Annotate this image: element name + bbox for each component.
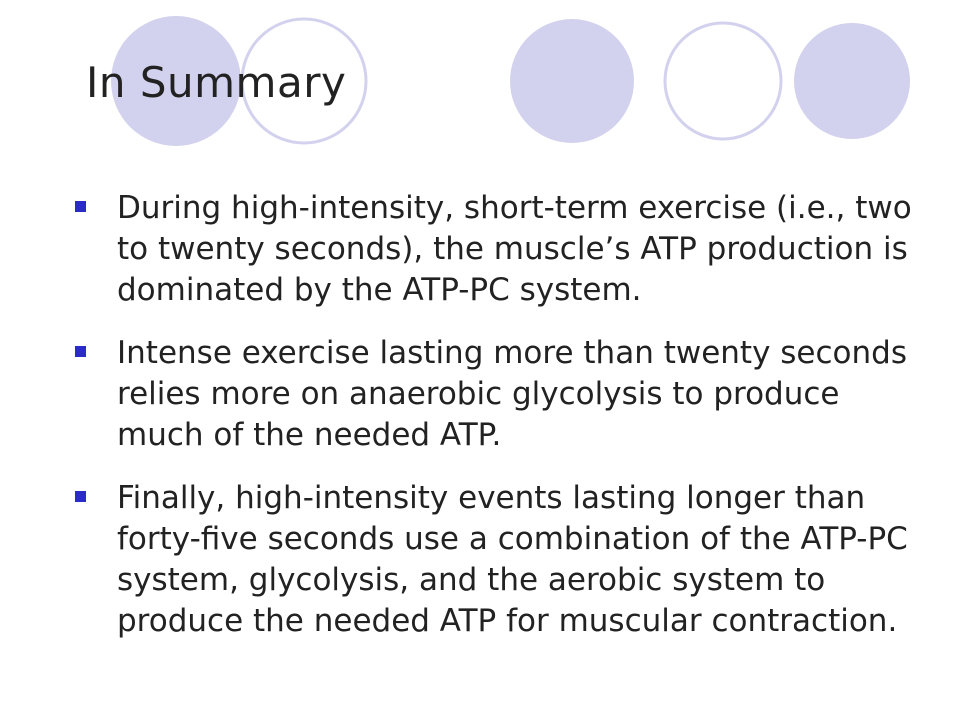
deco-circle-filled-3 (794, 23, 910, 139)
bullet-text: Finally, high-intensity events lasting longer than forty-five seconds use a combination of the ATP-PC system, glycolysis, and the aerobic system to produce the needed ATP for muscular contraction. (117, 480, 908, 639)
slide-title: In Summary (86, 58, 347, 107)
square-bullet-icon (75, 491, 86, 502)
bullet-item (72, 188, 932, 311)
square-bullet-icon (75, 201, 86, 212)
bullet-item (72, 478, 932, 642)
bullet-item (72, 333, 932, 456)
square-bullet-icon (75, 346, 86, 357)
bullet-text: During high-intensity, short-term exercise (i.e., two to twenty seconds), the muscle’s ATP production is dominated by the ATP-PC system. (117, 190, 912, 308)
deco-circle-outline-2 (665, 23, 781, 139)
deco-circle-filled-2 (510, 19, 634, 143)
bullet-text: Intense exercise lasting more than twenty seconds relies more on anaerobic glycolysis to produce much of the needed ATP. (117, 335, 907, 453)
bullet-list (72, 188, 932, 664)
